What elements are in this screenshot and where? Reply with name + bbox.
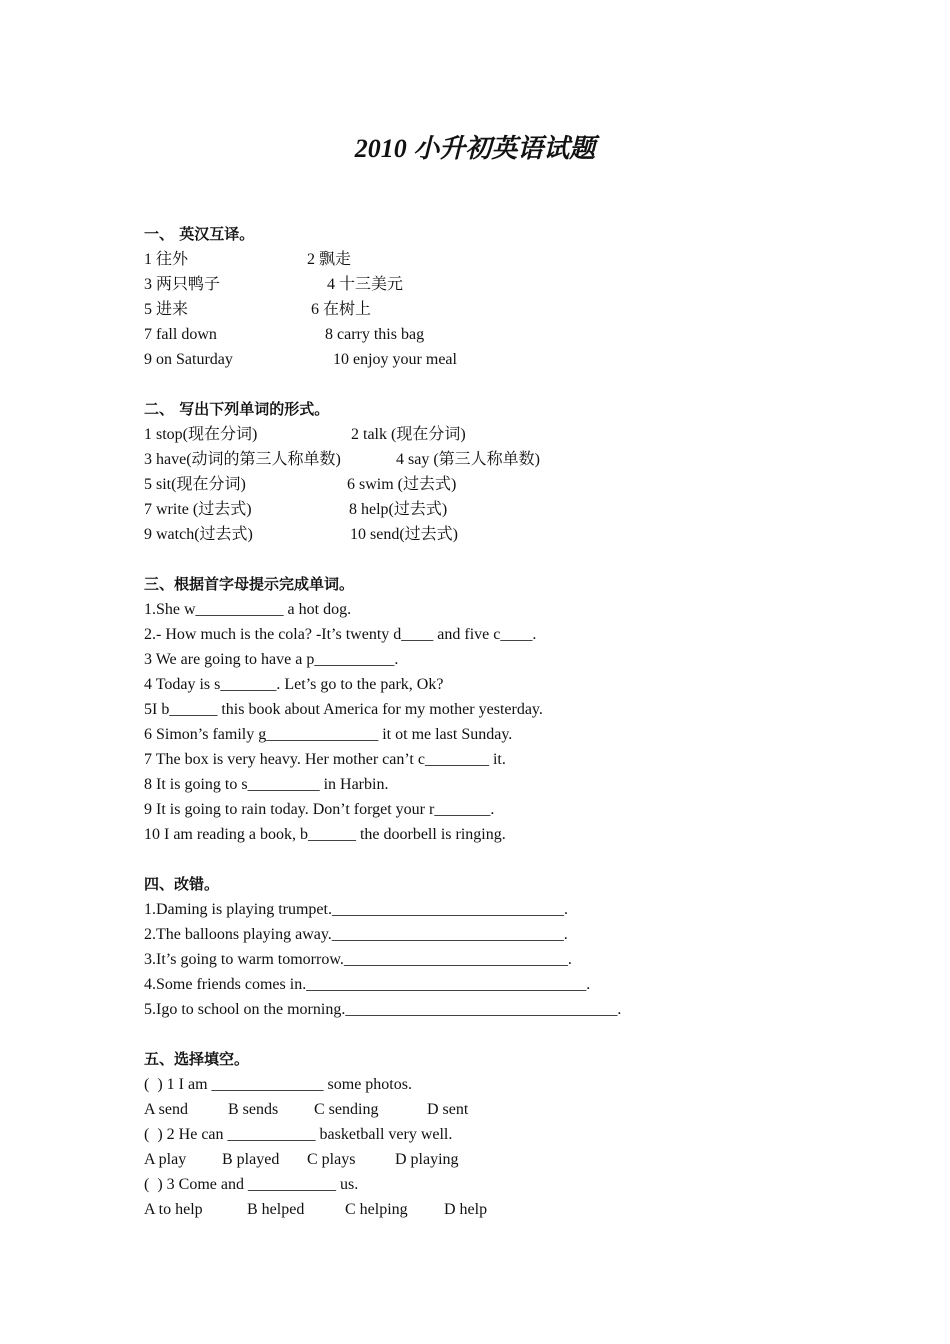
section-word-forms: [144, 397, 844, 547]
question-line: 6 Simon’s family g______________ it ot me last Sunday.: [144, 726, 513, 743]
question-item: 5 进来: [144, 301, 189, 318]
question-item: 9 watch(过去式): [144, 526, 253, 543]
question-line: 3.It’s going to warm tomorrow.____________________________.: [144, 951, 572, 968]
section-heading: 五、选择填空。: [144, 1050, 250, 1068]
question-row: [144, 422, 844, 447]
options-row: [144, 1147, 844, 1172]
question-item: 8 help(过去式): [349, 501, 448, 518]
question-row: [144, 347, 844, 372]
question-item: 2 飘走: [307, 251, 352, 268]
question-line: 2.The balloons playing away._____________________________.: [144, 926, 568, 943]
question-line: 3 We are going to have a p__________.: [144, 651, 399, 668]
option-b: B sends: [228, 1101, 279, 1118]
section-heading: 四、改错。: [144, 875, 220, 893]
question-item: 10 enjoy your meal: [333, 351, 457, 368]
question-item: 5 sit(现在分词): [144, 476, 246, 493]
question-row: [144, 472, 844, 497]
question-line: 2.- How much is the cola? -It’s twenty d____ and five c____.: [144, 626, 537, 643]
section-correction: [144, 872, 844, 1022]
question-item: 10 send(过去式): [350, 526, 458, 543]
options-row: [144, 1097, 844, 1122]
option-c: C sending: [314, 1101, 379, 1118]
option-a: A play: [144, 1151, 187, 1168]
document-body: [144, 222, 844, 1222]
question-item: 1 stop(现在分词): [144, 426, 258, 443]
option-d: D help: [444, 1201, 488, 1218]
question-line: 5I b______ this book about America for my mother yesterday.: [144, 701, 543, 718]
option-a: A to help: [144, 1201, 203, 1218]
question-item: 4 say (第三人称单数): [396, 451, 540, 468]
question-line: 10 I am reading a book, b______ the doorbell is ringing.: [144, 826, 506, 843]
question-item: 7 write (过去式): [144, 501, 252, 518]
question-item: 6 swim (过去式): [347, 476, 457, 493]
section-heading: 三、根据首字母提示完成单词。: [144, 575, 355, 593]
question-line: 1.Daming is playing trumpet._____________________________.: [144, 901, 568, 918]
question-item: 6 在树上: [311, 301, 372, 318]
question-row: [144, 247, 844, 272]
question-row: [144, 272, 844, 297]
option-b: B played: [222, 1151, 280, 1168]
option-a: A send: [144, 1101, 188, 1118]
question-row: [144, 447, 844, 472]
question-item: 2 talk (现在分词): [351, 426, 466, 443]
question-item: 1 往外: [144, 251, 189, 268]
question-line: 4 Today is s_______. Let’s go to the park, Ok?: [144, 676, 444, 693]
section-multiple-choice: [144, 1047, 844, 1222]
section-translation: [144, 222, 844, 372]
question-item: 8 carry this bag: [325, 326, 425, 343]
question-line: 9 It is going to rain today. Don’t forget your r_______.: [144, 801, 495, 818]
question-line: 7 The box is very heavy. Her mother can’t c________ it.: [144, 751, 506, 768]
section-fill-letters: [144, 572, 844, 847]
question-row: [144, 497, 844, 522]
option-c: C helping: [345, 1201, 408, 1218]
question-line: 5.Igo to school on the morning.__________________________________.: [144, 1001, 622, 1018]
question-line: ( ) 1 I am ______________ some photos.: [144, 1076, 412, 1093]
option-d: D sent: [427, 1101, 469, 1118]
option-c: C plays: [307, 1151, 356, 1168]
question-line: 1.She w___________ a hot dog.: [144, 601, 352, 618]
page-title: 2010 小升初英语试题: [354, 134, 596, 163]
option-d: D playing: [395, 1151, 459, 1168]
question-line: ( ) 3 Come and ___________ us.: [144, 1176, 359, 1193]
question-line: ( ) 2 He can ___________ basketball very well.: [144, 1126, 453, 1143]
section-heading: 一、 英汉互译。: [144, 225, 255, 243]
question-line: 4.Some friends comes in.___________________________________.: [144, 976, 591, 993]
question-item: 7 fall down: [144, 326, 217, 343]
question-row: [144, 322, 844, 347]
question-item: 9 on Saturday: [144, 351, 233, 368]
question-row: [144, 522, 844, 547]
question-item: 3 have(动词的第三人称单数): [144, 451, 341, 468]
question-item: 4 十三美元: [327, 276, 404, 293]
options-row: [144, 1197, 844, 1222]
question-item: 3 两只鸭子: [144, 276, 221, 293]
question-line: 8 It is going to s_________ in Harbin.: [144, 776, 389, 793]
question-row: [144, 297, 844, 322]
option-b: B helped: [247, 1201, 305, 1218]
section-heading: 二、 写出下列单词的形式。: [144, 400, 330, 418]
